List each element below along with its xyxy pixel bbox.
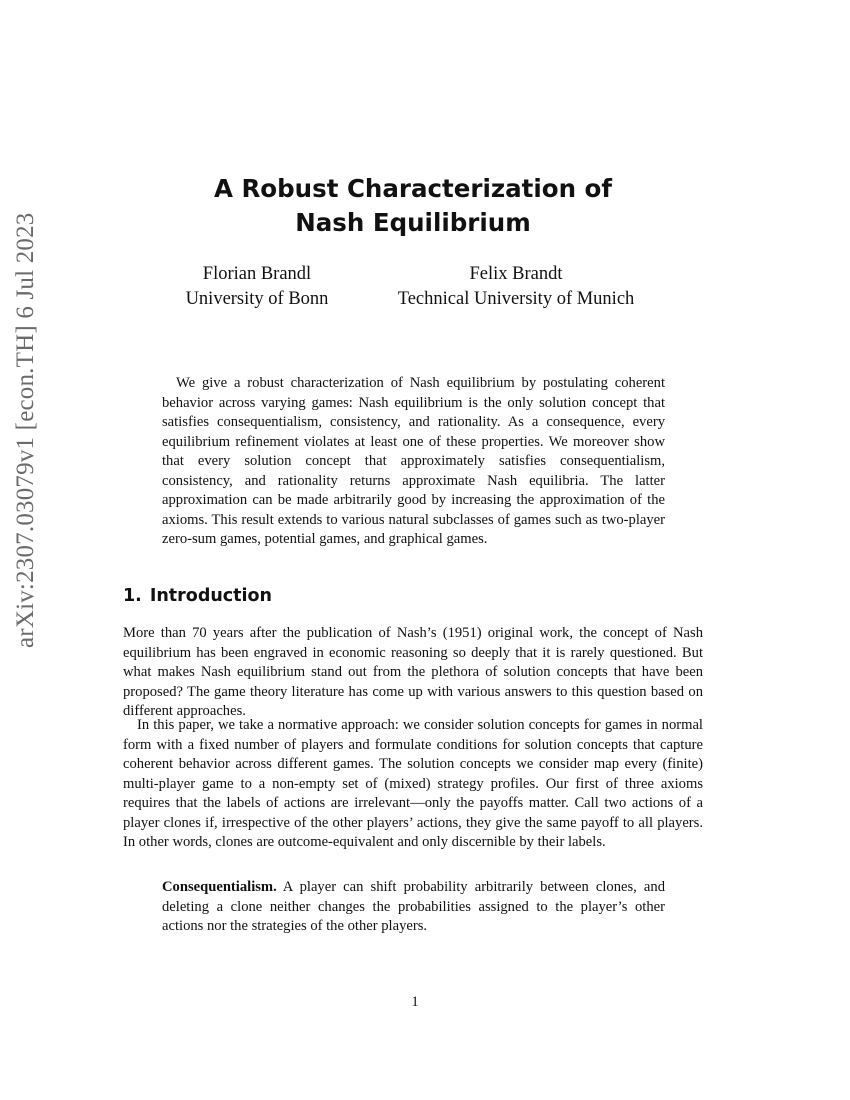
author-block-1	[162, 262, 352, 312]
section-number: 1.	[123, 586, 142, 606]
arxiv-identifier: arXiv:2307.03079v1 [econ.TH] 6 Jul 2023	[12, 212, 39, 648]
abstract: We give a robust characterization of Nash equilibrium by postulating coherent behavior across varying games: Nash equilibrium is the only solution concept that satisfies consequentialism, consistency, and rationality. As a consequence, every equilibrium refinement violates at least one of these properties. We moreover show that every solution concept that approximately satisfies consequentialism, consistency, and rationality returns approximate Nash equilibria. The latter approximation can be made arbitrarily good by increasing the approximation of the axioms. This result extends to various natural subclasses of games such as two-player zero-sum games, potential games, and graphical games.	[162, 375, 665, 547]
author-name: Felix Brandt	[469, 264, 563, 284]
page-number: 1	[411, 994, 419, 1010]
author-name: Florian Brandl	[202, 264, 312, 284]
author-affiliation: Technical University of Munich	[397, 289, 635, 309]
axiom-consequentialism	[162, 878, 665, 937]
axiom-name: Consequentialism.	[162, 879, 277, 895]
title-line-1: A Robust Characterization of	[213, 174, 613, 203]
axiom-text: A player can shift probability arbitrarily between clones, and deleting a clone neither changes the probabilities assigned to the player’s other actions nor the strategies of the other players.	[162, 879, 665, 934]
section-heading	[123, 586, 272, 606]
author-block-2	[376, 262, 656, 312]
intro-paragraph-2: In this paper, we take a normative approach: we consider solution concepts for games in normal form with a fixed number of players and formulate conditions for solution concepts that capture coherent behavior across different games. The solution concepts we consider map every (finite) multi-player game to a non-empty set of (mixed) strategy profiles. Our first of three axioms requires that the labels of actions are irrelevant—only the payoffs matter. Call two actions of a player clones if, irrespective of the other players’ actions, they give the same payoff to all players. In other words, clones are outcome-equivalent and only discernible by their labels.	[123, 717, 703, 850]
author-affiliation: University of Bonn	[185, 289, 329, 309]
paper-title	[120, 172, 706, 240]
section-title: Introduction	[149, 586, 273, 606]
intro-paragraph-1: More than 70 years after the publication of Nash’s (1951) original work, the concept of Nash equilibrium has been engraved in economic reasoning so deeply that it is rarely questioned. But what makes Nash equilibrium stand out from the plethora of solution concepts that have been proposed? The game theory literature has come up with various answers to this question based on different approaches.	[123, 625, 703, 719]
title-line-2: Nash Equilibrium	[295, 208, 531, 237]
